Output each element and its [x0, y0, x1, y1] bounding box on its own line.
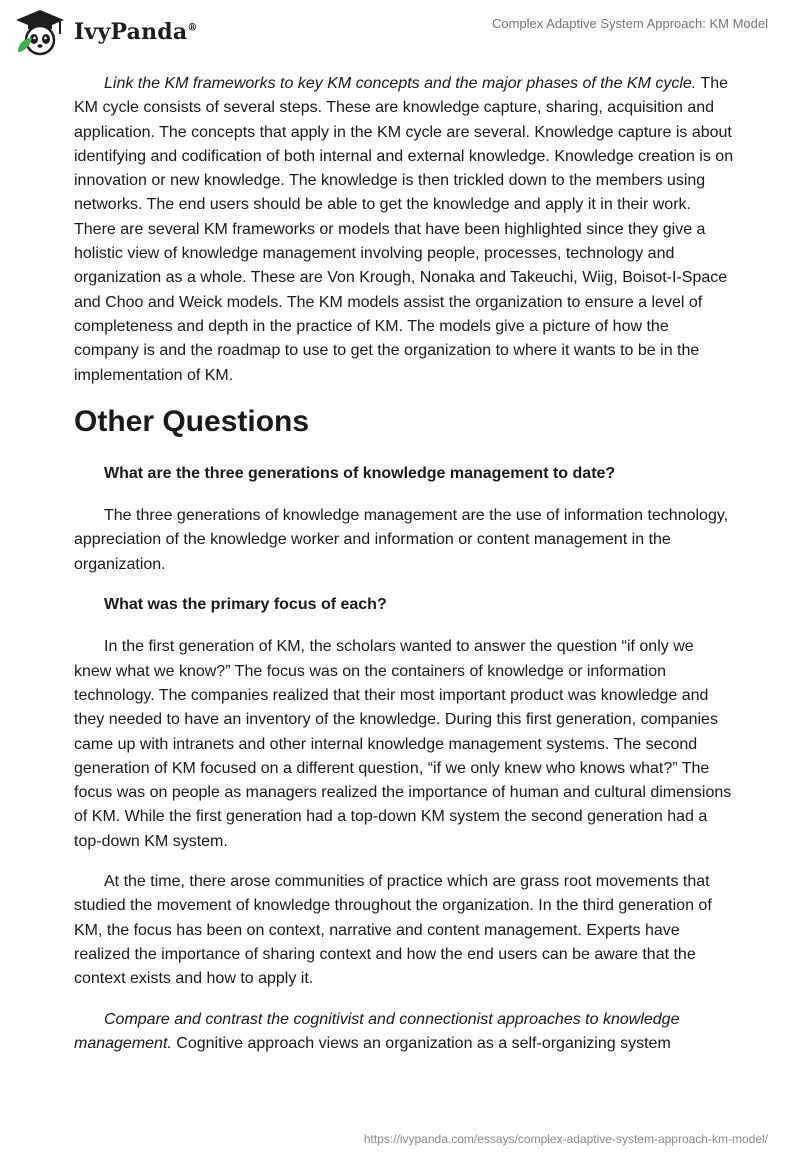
brand-name: IvyPanda	[74, 19, 188, 45]
ivypanda-logo[interactable]	[14, 8, 198, 56]
paragraph-text: The KM cycle consists of several steps. These are knowledge capture, sharing, acquisition and application. The concepts that apply in the KM cycle are several. Knowledge capture is about identifying and codification of both internal and external knowledge. Knowledge creation is on innovation or new knowledge. The knowledge is then trickled down to the members using networks. The end users should be able to get the knowledge and apply it in their work. There are several KM frameworks or models that have been highlighted since they give a holistic view of knowledge management involving people, processes, technology and organization as a whole. These are Von Krough, Nonaka and Takeuchi, Wiig, Boisot-I-Space and Choo and Weick models. The KM models assist the organization to ensure a level of completeness and depth in the practice of KM. The models give a picture of how the company is and the roadmap to use to get the organization to where it wants to be in the implementation of KM.	[74, 75, 734, 384]
section-heading: Other Questions	[74, 404, 310, 438]
answer-generations: The three generations of knowledge management are the use of information technology, appreciation of the knowledge worker and information or content management in the organization.	[74, 507, 729, 573]
source-url[interactable]: https://ivypanda.com/essays/complex-adaptive-system-approach-km-model/	[363, 1132, 768, 1146]
essay-body	[74, 72, 734, 1072]
paragraph-compare-approaches	[74, 1008, 734, 1057]
page-header	[0, 0, 800, 70]
question-primary-focus: What was the primary focus of each?	[104, 596, 387, 614]
paragraph-text: Cognitive approach views an organization as a self-organizing system	[171, 1034, 671, 1052]
italic-question: Link the KM frameworks to key KM concepts and the major phases of the KM cycle.	[104, 75, 697, 92]
italic-question: Compare and contrast the cognitivist and connectionist approaches to knowledge management.	[74, 1010, 680, 1052]
paragraph-km-frameworks	[74, 72, 734, 388]
document-title: Complex Adaptive System Approach: KM Model	[491, 16, 768, 31]
question-generations: What are the three generations of knowledge management to date?	[104, 464, 616, 482]
answer-primary-focus: In the first generation of KM, the scholars wanted to answer the question “if only we knew what we know?” The focus was on the containers of knowledge or information technology. The companies realized that their most important product was knowledge and they needed to have an inventory of the knowledge. During this first generation, companies came up with intranets and other internal knowledge management systems. The second generation of KM focused on a different question, “if we only knew who knows what?” The focus was on people as managers realized the importance of human and cultural dimensions of KM. While the first generation had a top-down KM system the second generation had a top-down KM system.	[74, 638, 732, 850]
paragraph-communities: At the time, there arose communities of practice which are grass root movements that studied the movement of knowledge throughout the organization. In the third generation of KM, the focus has been on context, narrative and content management. Experts have realized the importance of sharing context and how the end users can be aware that the context exists and how to apply it.	[74, 873, 712, 988]
registered-mark: ®	[187, 22, 198, 34]
panda-graduate-icon	[14, 8, 66, 56]
